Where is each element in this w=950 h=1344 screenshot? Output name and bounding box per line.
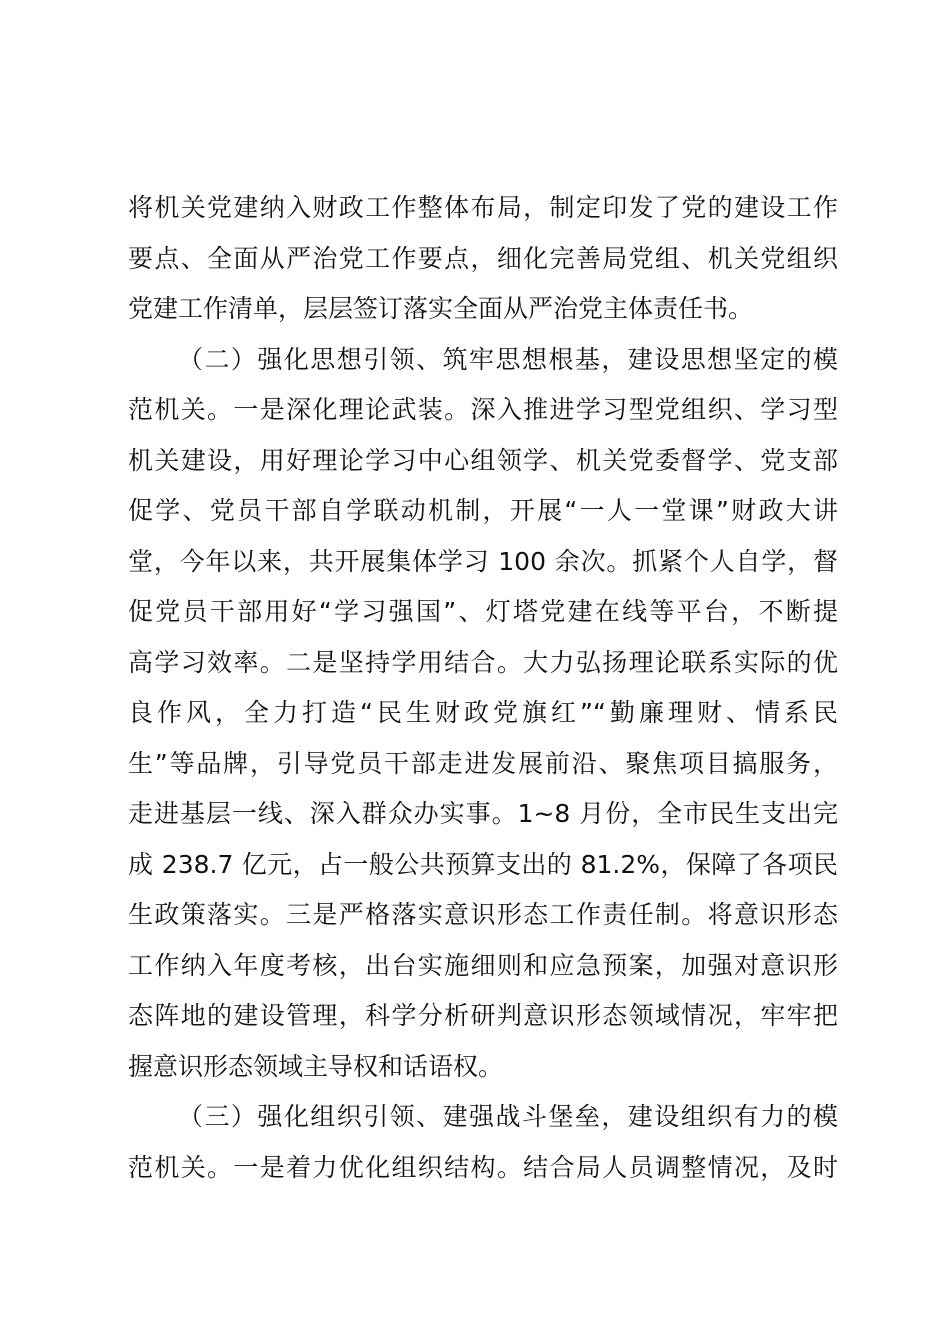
text-line: 生”等品牌，引导党员干部走进发展前沿、聚焦项目搞服务， (128, 748, 838, 778)
text-line: 党建工作清单，层层签订落实全面从严治党主体责任书。 (128, 294, 754, 323)
text-line: 成 238.7 亿元，占一般公共预算支出的 81.2%，保障了各项民 (128, 849, 838, 879)
text-line: 机关建设，用好理论学习中心组领学、机关党委督学、党支部 (128, 445, 838, 475)
text-line: 范机关。一是深化理论武装。深入推进学习型党组织、学习型 (128, 395, 838, 424)
text-line: 堂，今年以来，共开展集体学习 100 余次。抓紧个人自学，督 (128, 546, 838, 576)
text-line: 生政策落实。三是严格落实意识形态工作责任制。将意识形态 (128, 900, 838, 929)
text-line: 工作纳入年度考核，出台实施细则和应急预案，加强对意识形 (128, 950, 838, 980)
text-line: 将机关党建纳入财政工作整体布局，制定印发了党的建设工作 (128, 193, 838, 222)
text-line: 握意识形态领域主导权和话语权。 (128, 1051, 504, 1081)
text-line: 高学习效率。二是坚持学用结合。大力弘扬理论联系实际的优 (128, 647, 838, 677)
text-line: 良作风，全力打造“民生财政党旗红”“勤廉理财、情系民 (128, 698, 838, 727)
body-text (128, 183, 838, 1193)
text-line: 走进基层一线、深入群众办实事。1~8 月份，全市民生支出完 (128, 799, 838, 828)
text-line: 促党员干部用好“学习强国”、灯塔党建在线等平台，不断提 (128, 597, 838, 626)
text-line: 范机关。一是着力优化组织结构。结合局人员调整情况，及时 (128, 1152, 838, 1182)
text-line: 促学、党员干部自学联动机制，开展“一人一堂课”财政大讲 (128, 496, 838, 525)
text-line: 态阵地的建设管理，科学分析研判意识形态领域情况，牢牢把 (128, 1001, 838, 1030)
text-line: （三）强化组织引领、建强战斗堡垒，建设组织有力的模 (178, 1102, 838, 1131)
text-line: 要点、全面从严治党工作要点，细化完善局党组、机关党组织 (128, 243, 838, 273)
text-line: （二）强化思想引领、筑牢思想根基，建设思想坚定的模 (178, 344, 838, 374)
